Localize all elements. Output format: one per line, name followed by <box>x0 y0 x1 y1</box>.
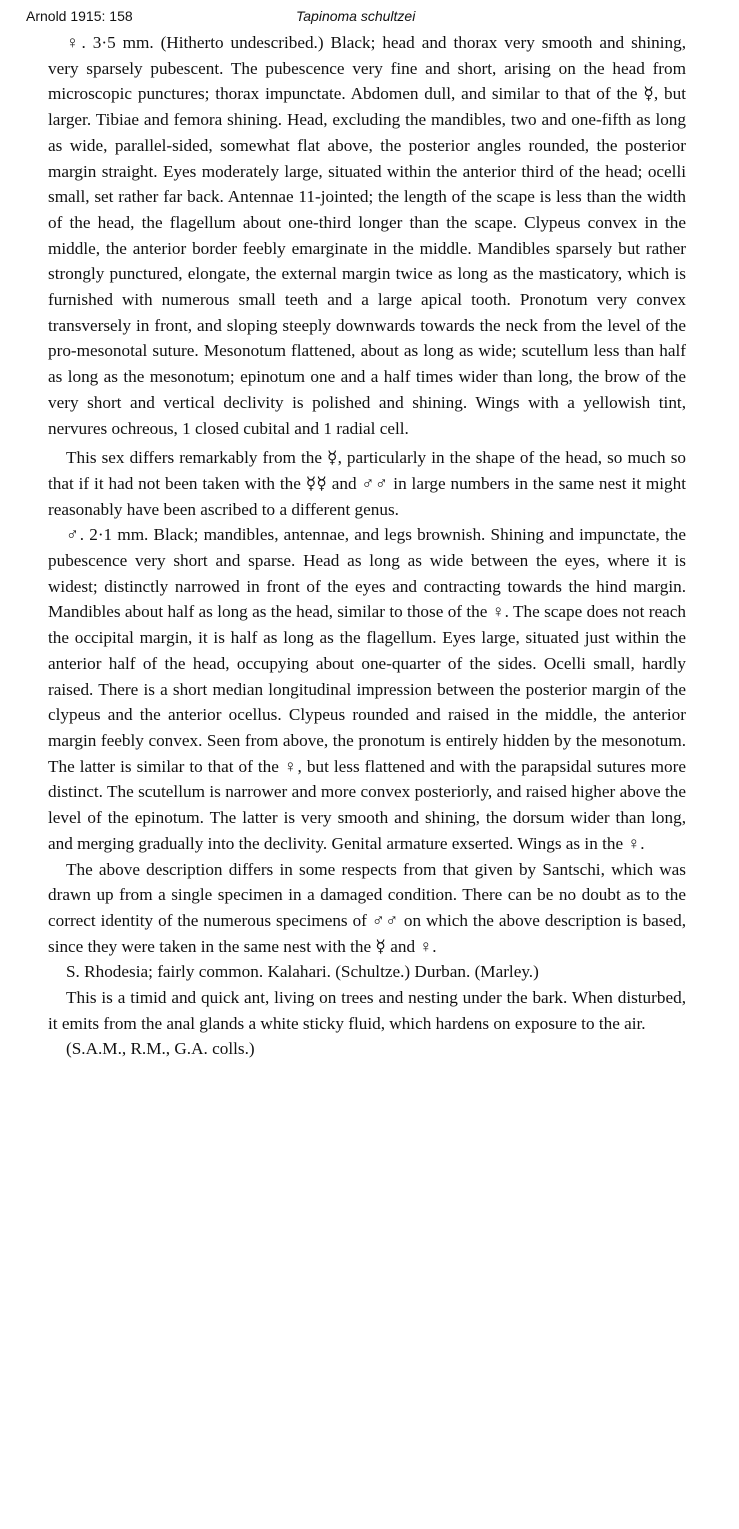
collections-paragraph: (S.A.M., R.M., G.A. colls.) <box>66 1039 255 1059</box>
biology-paragraph: This is a timid and quick ant, living on trees and nesting under the bark. When disturbed, it emits from the anal glands a white sticky fluid, which hardens on exposure to the air. <box>48 988 686 1033</box>
locality-paragraph: S. Rhodesia; fairly common. Kalahari. (Schultze.) Durban. (Marley.) <box>66 962 539 982</box>
citation-label: Arnold 1915: 158 <box>26 8 133 24</box>
sex-comparison-paragraph: This sex differs remarkably from the ☿, particularly in the shape of the head, so much so that if it had not been taken with the ☿☿ and ♂♂ in large numbers in the same nest it might reasonably have been ascribed to a different genus. <box>48 448 686 519</box>
page-header <box>26 6 716 26</box>
santschi-note-paragraph: The above description differs in some respects from that given by Santschi, which was drawn up from a single specimen in a damaged condition. There can be no doubt as to the correct identity of the numerous specimens of ♂♂ on which the above description is based, since they were taken in the same nest with the ☿ and ♀. <box>48 859 686 956</box>
queen-description-paragraph: ♀. 3·5 mm. (Hitherto undescribed.) Black; head and thorax very smooth and shining, very sparsely pubescent. The pubescence very fine and short, arising on the head from microscopic punctures; thorax impunctate. Abdomen dull, and similar to that of the ☿, but larger. Tibiae and femora shining. Head, excluding the mandibles, two and one-fifth as long as wide, parallel-sided, somewhat flat above, the posterior angles rounded, the posterior margin straight. Eyes moderately large, situated within the anterior third of the head; ocelli small, set rather far back. Antennae 11-jointed; the length of the scape is less than the width of the head, the flagellum about one-third longer than the scape. Clypeus convex in the middle, the anterior border feebly emarginate in the middle. Mandibles sparsely but rather strongly punctured, elongate, the external margin twice as long as the masticatory, which is furnished with numerous small teeth and a large apical tooth. Pronotum very convex transversely in front, and sloping steeply downwards towards the neck from the level of the pro-mesonotal suture. Mesonotum flattened, about as long as wide; scutellum less than half as long as the mesonotum; epinotum one and a half times wider than long, the brow of the very short and vertical declivity is polished and shining. Wings with a yellowish tint, nervures ochreous, 1 closed cubital and 1 radial cell. <box>48 33 686 438</box>
species-title: Tapinoma schultzei <box>296 8 416 24</box>
body-text <box>48 30 686 1062</box>
male-description-paragraph: ♂. 2·1 mm. Black; mandibles, antennae, and legs brownish. Shining and impunctate, the pubescence very short and sparse. Head as long as wide between the eyes, where it is widest; distinctly narrowed in front of the eyes and contracting towards the hind margin. Mandibles about half as long as the head, similar to those of the ♀. The scape does not reach the occipital margin, it is half as long as the flagellum. Eyes large, situated just within the anterior half of the head, occupying about one-quarter of the sides. Ocelli small, hardly raised. There is a short median longitudinal impression between the posterior margin of the clypeus and the anterior ocellus. Clypeus rounded and raised in the middle, the anterior margin feebly convex. Seen from above, the pronotum is entirely hidden by the mesonotum. The latter is similar to that of the ♀, but less flattened and with the parapsidal sutures more distinct. The scutellum is narrower and more convex posteriorly, and raised higher above the level of the epinotum. The latter is very smooth and shining, the dorsum wider than long, and merging gradually into the declivity. Genital armature exserted. Wings as in the ♀. <box>48 525 686 853</box>
